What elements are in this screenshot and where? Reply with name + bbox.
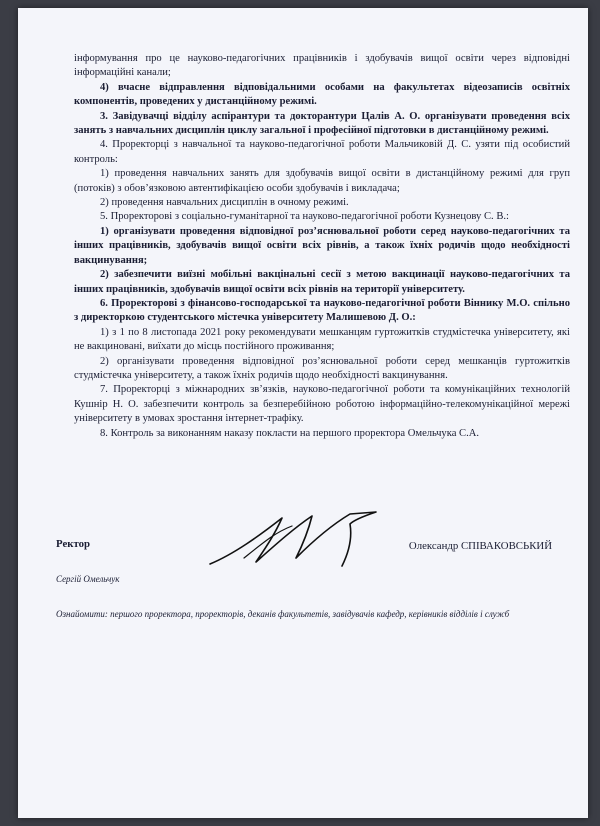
- paragraph: 1) організувати проведення відповідної роз’яснювальної роботи серед науково-педагогічних та інших працівників, здобувачів вищої освіти всіх рівнів, а також їхніх родичів щодо необхідності вакцинування;: [74, 225, 570, 266]
- paragraph: 2) забезпечити виїзні мобільні вакцінальні сесії з метою вакцинації науково-педагогічних та інших працівників, здобувачів вищої освіти всіх рівнів на території університету.: [74, 269, 570, 295]
- paragraph: 8. Контроль за виконанням наказу покласти на першого проректора Омельчука С.А.: [100, 427, 480, 439]
- paragraph: 2) проведення навчальних дисциплін в очному режимі.: [100, 197, 349, 209]
- handwritten-signature: [204, 506, 394, 576]
- paragraph: 3. Завідувачці відділу аспірантури та докторантури Цалів А. О. організувати проведення всіх занять з навчальних дисциплін циклу загальної і професійної підготовки в дистанційному режимі.: [74, 110, 570, 137]
- signature-block: [56, 538, 552, 618]
- paragraph: 5. Проректорові з соціально-гуманітарної та науково-педагогічної роботи Кузнецову С. В.:: [100, 211, 509, 223]
- paragraph: інформування про це науково-педагогічних працівників і здобувачів вищої освіти через відповідні інформаційні канали;: [74, 53, 570, 79]
- paragraph: 1) з 1 по 8 листопада 2021 року рекомендувати мешканцям гуртожитків студмістечка університету, які не вакциновані, виїхати до місць постійного проживання;: [74, 326, 570, 353]
- paragraph: 6. Проректорові з фінансово-господарської та науково-педагогічної роботи Віннику М.О. спільно з директоркою студентського містечка університету Малишевою Д. О.:: [74, 297, 570, 324]
- paragraph: 1) проведення навчальних занять для здобувачів вищої освіти в дистанційному режимі для груп (потоків) з обов’язковою автентифікацією особи здобувачів і викладача;: [74, 168, 570, 194]
- document-page: [18, 8, 588, 818]
- order-body: [74, 52, 570, 441]
- signatory-name: Олександр СПІВАКОВСЬКИЙ: [408, 540, 552, 552]
- executor-name: Сергій Омельчук: [56, 574, 120, 584]
- paragraph: 4) вчасне відправлення відповідальними особами на факультетах відеозаписів освітніх компонентів, проведених у дистанційному режимі.: [74, 81, 570, 108]
- paragraph: 7. Проректорці з міжнародних зв’язків, науково-педагогічної роботи та комунікаційних технологій Кушнір Н. О. забезпечити контроль за безперебійною роботою інформаційно-телекомунікаційної мережі університету в умовах зростання інтернет-трафіку.: [74, 384, 570, 425]
- paragraph: 4. Проректорці з навчальної та науково-педагогічної роботи Мальчиковій Д. С. узяти під особистий контроль:: [74, 139, 570, 165]
- signatory-position: Ректор: [56, 538, 91, 550]
- paragraph: 2) організувати проведення відповідної роз’яснювальної роботи серед мешканців гуртожитків студмістечка університету, а також їхніх родичів щодо необхідності вакцинування.: [74, 355, 570, 381]
- acquaint-list: Ознайомити: першого проректора, проректорів, деканів факультетів, завідувачів кафедр, керівників відділів і служб: [56, 609, 510, 619]
